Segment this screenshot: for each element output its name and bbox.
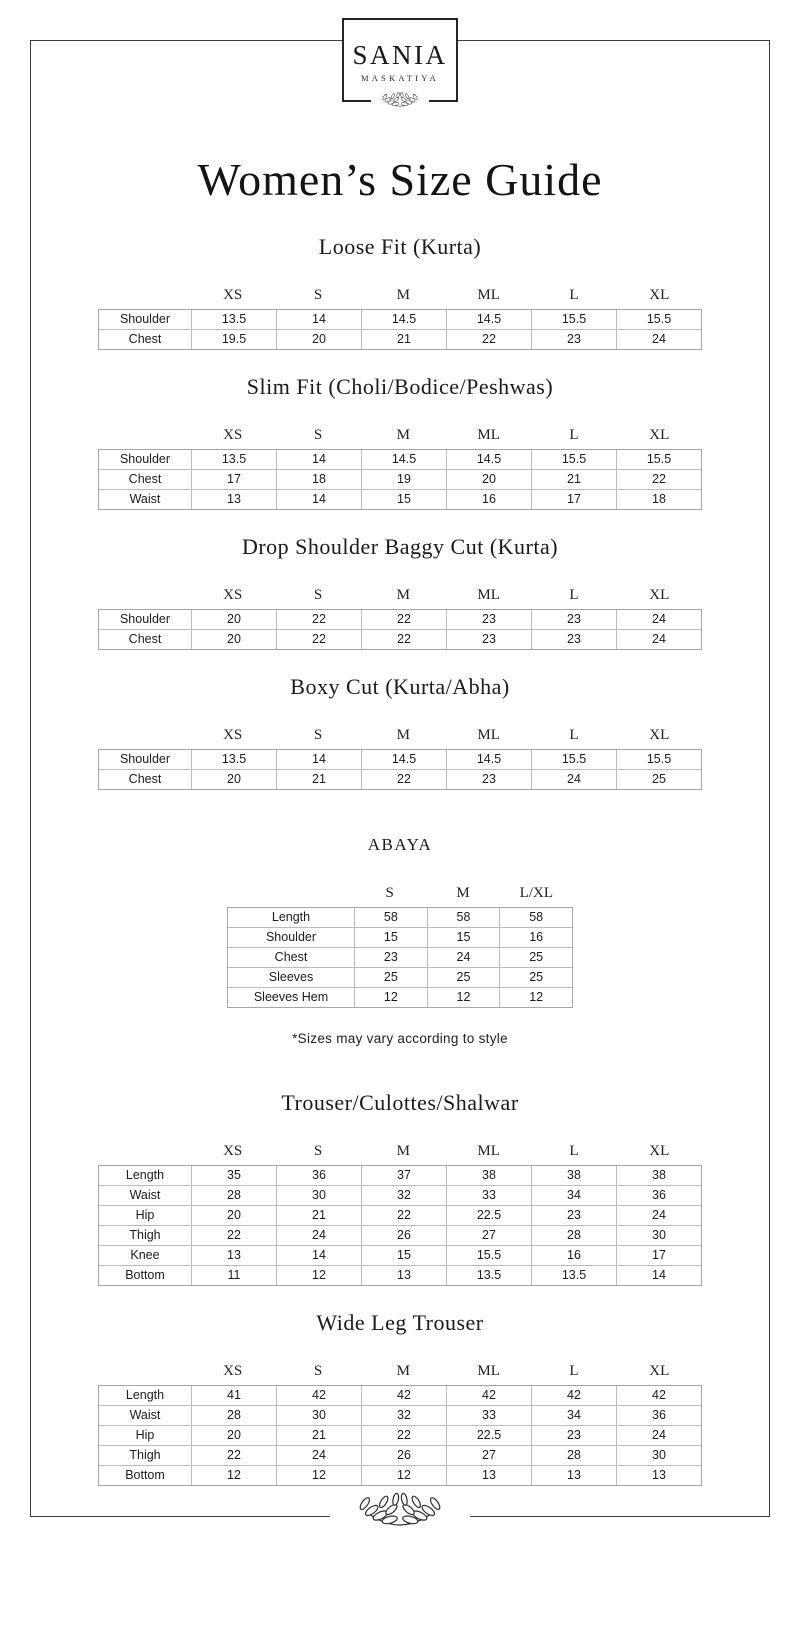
size-value: 13.5 — [192, 750, 277, 770]
measurement-label: Chest — [99, 470, 192, 490]
size-table — [98, 1385, 702, 1486]
section-slim-fit-choli-bodice-peshwas — [98, 372, 702, 510]
measurement-label: Chest — [99, 770, 192, 789]
size-value: 21 — [277, 770, 362, 789]
size-value: 22.5 — [447, 1426, 532, 1446]
size-value: 20 — [192, 630, 277, 649]
size-value: 42 — [532, 1386, 617, 1406]
section-abaya — [227, 830, 573, 1008]
size-value: 15.5 — [447, 1246, 532, 1266]
size-value: 19.5 — [192, 330, 277, 349]
size-column-label: XL — [649, 587, 670, 603]
size-value: 33 — [447, 1406, 532, 1426]
laurel-ornament-icon — [371, 91, 429, 111]
table-row — [99, 330, 701, 349]
size-value: 22 — [277, 630, 362, 649]
size-value: 22 — [192, 1446, 277, 1466]
size-value: 36 — [277, 1166, 362, 1186]
size-value: 24 — [532, 770, 617, 789]
table-row — [99, 1426, 701, 1446]
size-value: 25 — [428, 968, 501, 988]
section-title: Boxy Cut (Kurta/Abha) — [290, 674, 510, 699]
size-value: 24 — [652, 632, 666, 646]
size-value: 14 — [277, 450, 362, 470]
size-value: 58 — [500, 908, 572, 928]
size-column-label: XL — [649, 1363, 670, 1379]
size-value: 23 — [532, 610, 617, 630]
measurement-label: Chest — [99, 630, 192, 649]
size-value: 25 — [500, 948, 572, 968]
size-column-label: L — [569, 1143, 579, 1159]
size-header-row — [98, 1142, 702, 1165]
size-column-label: M — [456, 885, 470, 901]
size-value: 14.5 — [362, 310, 447, 330]
size-column-label: ML — [477, 1143, 500, 1159]
section-title: Wide Leg Trouser — [316, 1310, 484, 1335]
table-row — [99, 1226, 701, 1246]
size-value: 16 — [532, 1246, 617, 1266]
size-column-label: S — [313, 587, 323, 603]
section-loose-fit-kurta — [98, 232, 702, 350]
size-value: 24 — [277, 1446, 362, 1466]
size-column-label: M — [396, 1143, 410, 1159]
size-value: 30 — [277, 1186, 362, 1206]
measurement-label: Hip — [99, 1206, 192, 1226]
size-table — [98, 1165, 702, 1286]
table-row — [99, 470, 701, 490]
measurement-label: Thigh — [99, 1446, 192, 1466]
table-row — [228, 908, 572, 928]
table-row — [99, 630, 701, 649]
size-table — [98, 449, 702, 510]
measurement-label: Chest — [99, 330, 192, 349]
size-value: 24 — [652, 332, 666, 346]
measurement-label: Shoulder — [99, 450, 192, 470]
measurement-label: Length — [228, 908, 355, 928]
size-value: 13 — [652, 1468, 666, 1482]
size-value: 25 — [355, 968, 428, 988]
size-value: 14 — [277, 310, 362, 330]
size-column-label: S — [313, 1363, 323, 1379]
size-column-label: L — [569, 1363, 579, 1379]
size-value: 23 — [447, 770, 532, 789]
measurement-label: Shoulder — [99, 750, 192, 770]
size-value: 14.5 — [447, 450, 532, 470]
size-header-row — [98, 586, 702, 609]
size-value: 22 — [277, 610, 362, 630]
brand-subtitle: MASKATIYA — [361, 72, 439, 83]
size-value: 42 — [447, 1386, 532, 1406]
size-value: 28 — [532, 1446, 617, 1466]
size-value: 22 — [362, 610, 447, 630]
table-row — [99, 1466, 701, 1485]
size-value: 14 — [277, 1246, 362, 1266]
section-title: Slim Fit (Choli/Bodice/Peshwas) — [246, 374, 554, 399]
size-header-row — [98, 1362, 702, 1385]
size-value: 34 — [532, 1186, 617, 1206]
size-column-label: S — [313, 727, 323, 743]
size-header-row — [227, 884, 573, 907]
size-value: 21 — [532, 470, 617, 490]
size-value: 15.5 — [532, 310, 617, 330]
size-value: 34 — [532, 1406, 617, 1426]
size-column-label: S — [313, 287, 323, 303]
section-wide-leg-trouser — [98, 1308, 702, 1486]
size-value: 38 — [532, 1166, 617, 1186]
table-row — [99, 1166, 701, 1186]
size-value: 22 — [362, 630, 447, 649]
measurement-label: Sleeves Hem — [228, 988, 355, 1007]
size-value: 12 — [428, 988, 501, 1007]
size-value: 13 — [192, 490, 277, 509]
size-header-row — [98, 726, 702, 749]
size-value: 22.5 — [447, 1206, 532, 1226]
table-row — [99, 610, 701, 630]
measurement-label: Waist — [99, 1406, 192, 1426]
size-column-label: XS — [223, 727, 243, 743]
size-header-row — [98, 426, 702, 449]
size-column-label: L — [569, 727, 579, 743]
size-column-label: M — [396, 1363, 410, 1379]
size-column-label: ML — [477, 1363, 500, 1379]
size-value: 13 — [362, 1266, 447, 1285]
measurement-label: Bottom — [99, 1466, 192, 1485]
size-value: 12 — [529, 990, 544, 1004]
size-value: 16 — [447, 490, 532, 509]
size-value: 16 — [500, 928, 572, 948]
size-value: 25 — [500, 968, 572, 988]
size-value: 13 — [192, 1246, 277, 1266]
size-value: 13.5 — [447, 1266, 532, 1285]
size-value: 15.5 — [532, 750, 617, 770]
size-column-label: S — [385, 885, 394, 901]
size-value: 15 — [362, 1246, 447, 1266]
measurement-label: Knee — [99, 1246, 192, 1266]
size-value: 15.5 — [617, 750, 701, 770]
size-column-label: XL — [649, 727, 670, 743]
style-variation-note: *Sizes may vary according to style — [292, 1031, 508, 1046]
table-row — [99, 750, 701, 770]
size-value: 19 — [362, 470, 447, 490]
size-column-label: XL — [649, 287, 670, 303]
size-table — [98, 609, 702, 650]
measurement-label: Thigh — [99, 1226, 192, 1246]
size-value: 23 — [532, 1206, 617, 1226]
size-value: 26 — [362, 1446, 447, 1466]
measurement-label: Chest — [228, 948, 355, 968]
size-column-label: L — [569, 427, 579, 443]
table-row — [99, 1246, 701, 1266]
size-value: 30 — [617, 1446, 701, 1466]
size-value: 24 — [428, 948, 501, 968]
size-value: 36 — [617, 1406, 701, 1426]
size-value: 20 — [447, 470, 532, 490]
size-value: 22 — [362, 770, 447, 789]
measurement-label: Length — [99, 1166, 192, 1186]
table-row — [228, 928, 572, 948]
size-value: 15 — [355, 928, 428, 948]
measurement-label: Hip — [99, 1426, 192, 1446]
size-value: 22 — [362, 1426, 447, 1446]
size-value: 58 — [428, 908, 501, 928]
size-value: 23 — [532, 1426, 617, 1446]
section-drop-shoulder-baggy-cut-kurta — [98, 532, 702, 650]
table-row — [99, 1386, 701, 1406]
size-table — [227, 907, 573, 1008]
size-value: 14 — [652, 1268, 666, 1282]
size-column-label: S — [313, 427, 323, 443]
size-value: 38 — [617, 1166, 701, 1186]
size-value: 38 — [447, 1166, 532, 1186]
size-value: 17 — [192, 470, 277, 490]
table-row — [99, 770, 701, 789]
size-value: 30 — [277, 1406, 362, 1426]
table-row — [228, 988, 572, 1007]
size-value: 15.5 — [617, 310, 701, 330]
size-value: 22 — [362, 1206, 447, 1226]
size-value: 30 — [617, 1226, 701, 1246]
table-row — [99, 1446, 701, 1466]
size-column-label: L — [569, 587, 579, 603]
size-value: 18 — [277, 470, 362, 490]
size-value: 23 — [447, 630, 532, 649]
size-value: 22 — [447, 330, 532, 349]
size-column-label: ML — [477, 287, 500, 303]
section-title: ABAYA — [367, 835, 433, 854]
section-title: Drop Shoulder Baggy Cut (Kurta) — [241, 534, 559, 559]
size-value: 28 — [192, 1406, 277, 1426]
size-column-label: ML — [477, 727, 500, 743]
section-trouser-culottes-shalwar — [98, 1088, 702, 1286]
section-title: Loose Fit (Kurta) — [318, 234, 482, 259]
size-column-label: L/XL — [519, 885, 553, 901]
size-column-label: XS — [223, 287, 243, 303]
size-column-label: XS — [223, 427, 243, 443]
size-value: 20 — [277, 330, 362, 349]
size-value: 13.5 — [532, 1266, 617, 1285]
measurement-label: Waist — [99, 1186, 192, 1206]
size-value: 22 — [192, 1226, 277, 1246]
size-value: 15.5 — [617, 450, 701, 470]
size-value: 14 — [277, 750, 362, 770]
size-column-label: XL — [649, 1143, 670, 1159]
size-value: 26 — [362, 1226, 447, 1246]
measurement-label: Shoulder — [99, 310, 192, 330]
size-value: 13.5 — [192, 310, 277, 330]
size-value: 20 — [192, 1206, 277, 1226]
table-row — [99, 1266, 701, 1285]
size-value: 33 — [447, 1186, 532, 1206]
size-value: 20 — [192, 770, 277, 789]
table-row — [99, 1186, 701, 1206]
size-column-label: XL — [649, 427, 670, 443]
size-value: 21 — [277, 1426, 362, 1446]
size-value: 15 — [428, 928, 501, 948]
measurement-label: Length — [99, 1386, 192, 1406]
footer-laurel-ornament-icon — [330, 1490, 470, 1536]
size-value: 14 — [277, 490, 362, 509]
table-row — [228, 968, 572, 988]
brand-logo-box — [342, 18, 458, 102]
size-column-label: XS — [223, 587, 243, 603]
size-value: 36 — [617, 1186, 701, 1206]
size-value: 28 — [192, 1186, 277, 1206]
size-value: 15.5 — [532, 450, 617, 470]
size-header-row — [98, 286, 702, 309]
table-row — [99, 1206, 701, 1226]
table-row — [228, 948, 572, 968]
size-value: 27 — [447, 1446, 532, 1466]
size-value: 12 — [362, 1466, 447, 1485]
size-value: 25 — [652, 772, 666, 786]
measurement-label: Sleeves — [228, 968, 355, 988]
size-value: 35 — [192, 1166, 277, 1186]
size-value: 24 — [617, 610, 701, 630]
measurement-label: Shoulder — [228, 928, 355, 948]
size-value: 58 — [355, 908, 428, 928]
size-column-label: L — [569, 287, 579, 303]
size-value: 23 — [447, 610, 532, 630]
size-column-label: M — [396, 727, 410, 743]
size-column-label: M — [396, 427, 410, 443]
size-value: 17 — [532, 490, 617, 509]
size-value: 12 — [355, 988, 428, 1007]
page-title: Women’s Size Guide — [197, 154, 603, 205]
size-value: 20 — [192, 610, 277, 630]
size-value: 42 — [617, 1386, 701, 1406]
size-value: 24 — [617, 1206, 701, 1226]
size-value: 22 — [617, 470, 701, 490]
size-value: 14.5 — [362, 750, 447, 770]
size-column-label: ML — [477, 427, 500, 443]
size-value: 21 — [277, 1206, 362, 1226]
size-table — [98, 309, 702, 350]
size-value: 28 — [532, 1226, 617, 1246]
measurement-label: Shoulder — [99, 610, 192, 630]
table-row — [99, 310, 701, 330]
table-row — [99, 1406, 701, 1426]
measurement-label: Bottom — [99, 1266, 192, 1285]
section-boxy-cut-kurta-abha — [98, 672, 702, 790]
size-column-label: XS — [223, 1143, 243, 1159]
size-column-label: M — [396, 587, 410, 603]
section-title: Trouser/Culottes/Shalwar — [281, 1090, 519, 1115]
size-value: 32 — [362, 1186, 447, 1206]
size-value: 21 — [362, 330, 447, 349]
size-value: 24 — [277, 1226, 362, 1246]
size-value: 32 — [362, 1406, 447, 1426]
size-column-label: S — [313, 1143, 323, 1159]
size-value: 12 — [277, 1466, 362, 1485]
table-row — [99, 490, 701, 509]
size-value: 42 — [362, 1386, 447, 1406]
size-value: 27 — [447, 1226, 532, 1246]
size-value: 12 — [277, 1266, 362, 1285]
size-tables-container — [0, 232, 800, 1486]
size-table — [98, 749, 702, 790]
size-value: 23 — [355, 948, 428, 968]
size-value: 13.5 — [192, 450, 277, 470]
table-row — [99, 450, 701, 470]
size-value: 15 — [362, 490, 447, 509]
size-value: 14.5 — [362, 450, 447, 470]
size-value: 13 — [532, 1466, 617, 1485]
size-value: 42 — [277, 1386, 362, 1406]
size-value: 11 — [192, 1266, 277, 1285]
size-value: 41 — [192, 1386, 277, 1406]
size-value: 12 — [192, 1466, 277, 1485]
size-column-label: M — [396, 287, 410, 303]
size-value: 37 — [362, 1166, 447, 1186]
size-column-label: ML — [477, 587, 500, 603]
size-value: 18 — [652, 492, 666, 506]
size-value: 23 — [532, 330, 617, 349]
brand-name: SANIA — [352, 39, 448, 70]
size-value: 14.5 — [447, 750, 532, 770]
size-value: 20 — [192, 1426, 277, 1446]
measurement-label: Waist — [99, 490, 192, 509]
size-value: 14.5 — [447, 310, 532, 330]
size-value: 13 — [447, 1466, 532, 1485]
size-value: 23 — [532, 630, 617, 649]
size-column-label: XS — [223, 1363, 243, 1379]
size-value: 24 — [617, 1426, 701, 1446]
size-value: 17 — [617, 1246, 701, 1266]
